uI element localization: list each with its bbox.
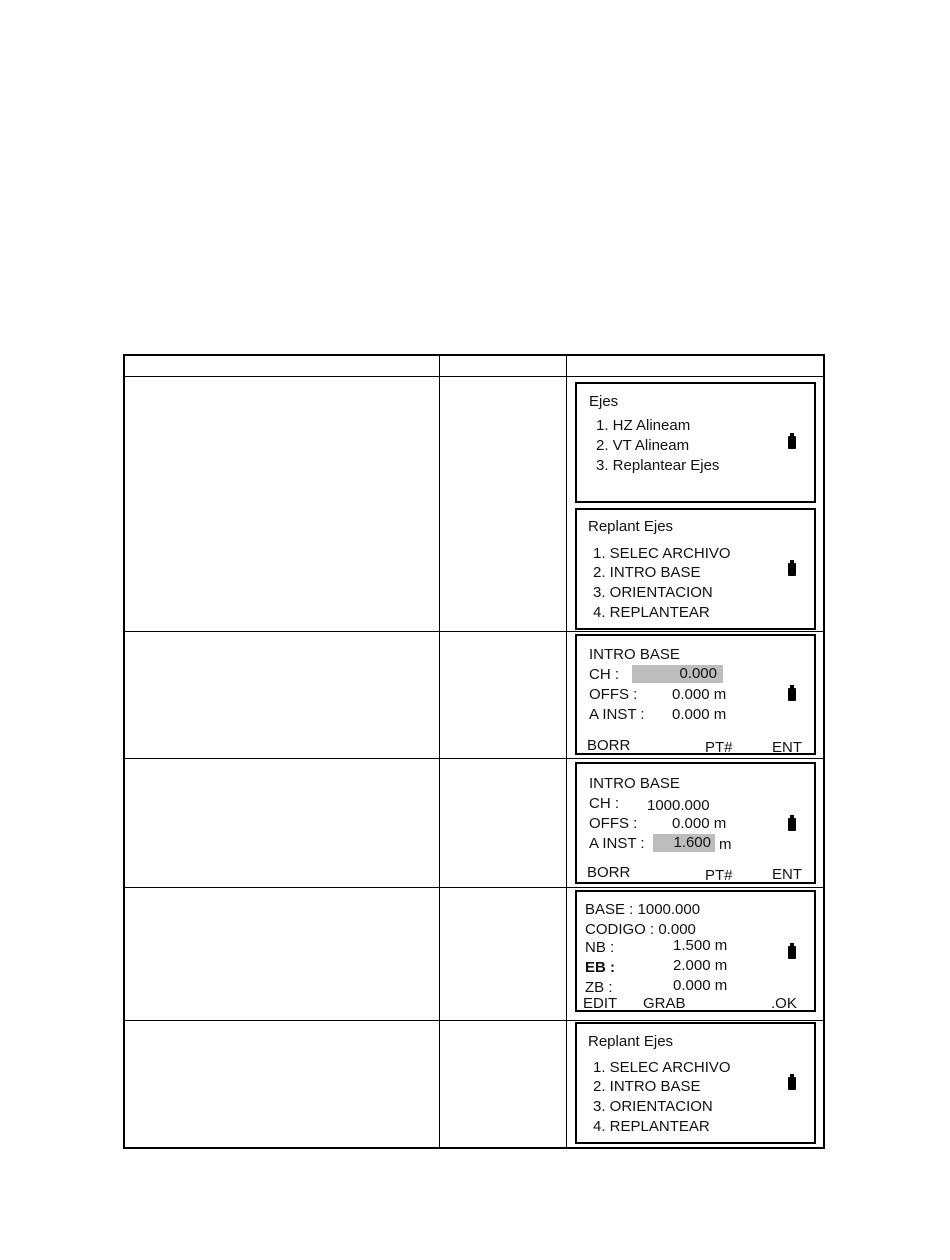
base-line: BASE : 1000.000 (585, 901, 701, 918)
menu-item: 1. HZ Alineam (596, 417, 691, 434)
menu-item: 4. REPLANTEAR (593, 604, 710, 621)
softkey-ent[interactable]: ENT (772, 739, 802, 756)
screen-replant-ejes-menu (575, 1022, 816, 1144)
battery-icon (788, 818, 796, 831)
offs-label: OFFS : (589, 686, 638, 703)
row-divider (125, 631, 823, 632)
screen-ejes-menu (575, 382, 816, 503)
row-divider (125, 887, 823, 888)
menu-item: 1. SELEC ARCHIVO (593, 545, 731, 562)
row-divider (125, 758, 823, 759)
zb-label: ZB : (585, 979, 613, 996)
screen-replant-ejes-menu (575, 508, 816, 630)
menu-item: 2. VT Alineam (596, 437, 690, 454)
ch-label: CH : (589, 666, 619, 683)
screen-title: INTRO BASE (589, 646, 680, 663)
nb-value: 1.500 m (673, 937, 728, 954)
menu-item: 3. Replantear Ejes (596, 457, 720, 474)
offs-value: 0.000 m (672, 815, 727, 832)
ainst-unit: m (719, 836, 732, 853)
offs-value: 0.000 m (672, 686, 727, 703)
ainst-value: 0.000 m (672, 706, 727, 723)
ch-input[interactable]: 0.000 (632, 665, 723, 683)
battery-icon (788, 1077, 796, 1090)
eb-label: EB : (585, 959, 615, 976)
menu-item: 2. INTRO BASE (593, 564, 701, 581)
ch-value: 1000.000 (647, 797, 710, 814)
softkey-borr[interactable]: BORR (587, 864, 631, 881)
eb-value: 2.000 m (673, 957, 728, 974)
column-divider (439, 356, 440, 1147)
screen-base-summary (575, 890, 816, 1012)
menu-item: 3. ORIENTACION (593, 1098, 713, 1115)
battery-icon (788, 436, 796, 449)
ainst-label: A INST : (589, 835, 645, 852)
softkey-grab[interactable]: GRAB (643, 995, 686, 1012)
menu-item: 4. REPLANTEAR (593, 1118, 710, 1135)
battery-icon (788, 946, 796, 959)
zb-value: 0.000 m (673, 977, 728, 994)
screen-title: Replant Ejes (588, 1033, 674, 1050)
screen-intro-base-empty (575, 634, 816, 755)
softkey-ent[interactable]: ENT (772, 866, 802, 883)
battery-icon (788, 563, 796, 576)
ainst-input[interactable]: 1.600 (653, 834, 715, 852)
ch-label: CH : (589, 795, 619, 812)
menu-item: 1. SELEC ARCHIVO (593, 1059, 731, 1076)
row-divider (125, 1020, 823, 1021)
menu-item: 3. ORIENTACION (593, 584, 713, 601)
nb-label: NB : (585, 939, 615, 956)
softkey-borr[interactable]: BORR (587, 737, 631, 754)
softkey-edit[interactable]: EDIT (583, 995, 618, 1012)
screen-title: INTRO BASE (589, 775, 680, 792)
softkey-ok[interactable]: .OK (771, 995, 797, 1012)
codigo-line: CODIGO : 0.000 (585, 921, 696, 938)
menu-item: 2. INTRO BASE (593, 1078, 701, 1095)
offs-label: OFFS : (589, 815, 638, 832)
softkey-pt[interactable]: PT# (705, 739, 733, 756)
header-divider (125, 376, 823, 377)
ainst-label: A INST : (589, 706, 645, 723)
screen-title: Replant Ejes (588, 518, 674, 535)
column-divider (566, 356, 567, 1147)
battery-icon (788, 688, 796, 701)
screen-intro-base-filled (575, 762, 816, 884)
softkey-pt[interactable]: PT# (705, 867, 733, 884)
screen-title: Ejes (589, 393, 619, 410)
